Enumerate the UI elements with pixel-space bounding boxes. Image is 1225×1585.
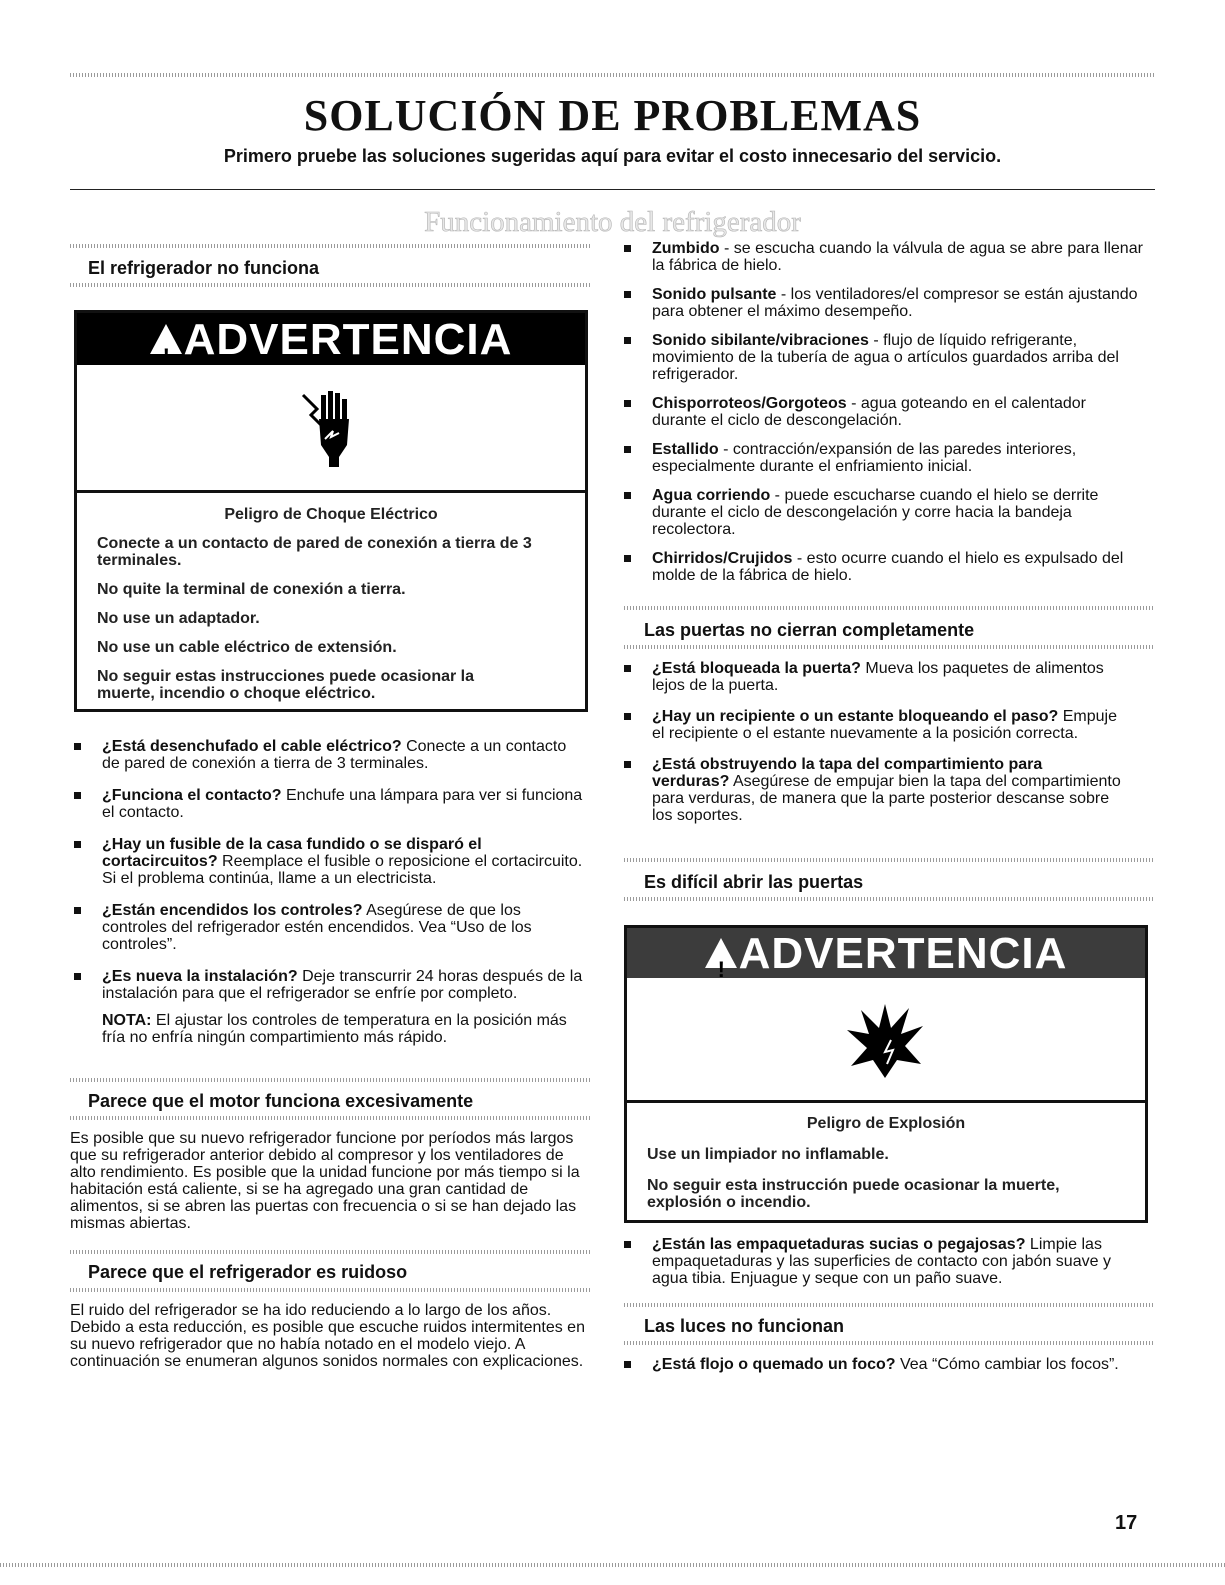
answer: Conecte a un contacto de pared de conexión a tierra de 3 terminales. bbox=[102, 738, 567, 772]
list-item bbox=[624, 660, 1124, 694]
sound-name: Chirridos/Crujidos bbox=[652, 550, 793, 567]
list-item bbox=[624, 441, 1144, 475]
answer: Asegúrese de empujar bien la tapa del compartimiento para verduras, de manera que la parte posterior descanse sobre los soportes. bbox=[652, 773, 1121, 824]
warning-line: No seguir esta instrucción puede ocasionar la muerte, explosión o incendio. bbox=[647, 1177, 1060, 1211]
question: ¿Hay un fusible de la casa fundido o se disparó el cortacircuitos? bbox=[102, 836, 482, 870]
sound-desc: - puede escucharse cuando el hielo se derrite durante el ciclo de descongelación y corre hacia la bandeja recolectora. bbox=[652, 487, 1099, 538]
answer: Vea “Cómo cambiar los focos”. bbox=[895, 1356, 1119, 1373]
divider bbox=[624, 858, 1155, 862]
warning-separator bbox=[627, 1100, 1145, 1103]
answer: Empuje el recipiente o el estante nuevamente a la posición correcta. bbox=[652, 708, 1117, 742]
sound-desc: - flujo de líquido refrigerante, movimiento de la tubería de agua o artículos guardados arriba del refrigerador. bbox=[652, 332, 1119, 383]
page-title: SOLUCIÓN DE PROBLEMAS bbox=[303, 91, 922, 140]
divider bbox=[70, 244, 590, 248]
heading-not-working: El refrigerador no funciona bbox=[88, 258, 320, 278]
sound-name: Sonido pulsante bbox=[652, 286, 777, 303]
top-dotted-rule bbox=[70, 73, 1155, 77]
divider bbox=[70, 1288, 590, 1292]
divider bbox=[624, 645, 1155, 649]
sound-name: Chisporroteos/Gorgoteos bbox=[652, 395, 847, 412]
list-item bbox=[74, 738, 584, 772]
question: ¿Está obstruyendo la tapa del compartimiento para verduras? bbox=[652, 756, 1043, 790]
question: ¿Hay un recipiente o un estante bloqueando el paso? bbox=[652, 708, 1059, 725]
warning-triangle-icon: ! bbox=[705, 938, 737, 968]
electric-shock-icon bbox=[299, 387, 359, 472]
doors-list bbox=[624, 660, 1124, 824]
divider bbox=[70, 1078, 590, 1082]
list-item bbox=[74, 787, 584, 821]
page-subtitle: Primero pruebe las soluciones sugeridas aquí para evitar el costo innecesario del servicio. bbox=[223, 146, 1002, 166]
list-item bbox=[74, 968, 584, 1002]
list-item bbox=[624, 1356, 1124, 1373]
warning-line: No use un adaptador. bbox=[97, 610, 260, 627]
note bbox=[74, 1012, 584, 1046]
warning-triangle-icon: ! bbox=[150, 324, 182, 354]
question: ¿Funciona el contacto? bbox=[102, 787, 282, 804]
shock-icon-area bbox=[77, 365, 585, 490]
bottom-dotted-rule bbox=[0, 1563, 1225, 1567]
header-rule bbox=[70, 189, 1155, 190]
warning-label: ADVERTENCIA bbox=[183, 315, 513, 364]
sound-name: Estallido bbox=[652, 441, 719, 458]
heading-doors-hard: Es difícil abrir las puertas bbox=[644, 872, 864, 892]
warning-text bbox=[627, 1115, 1145, 1211]
warning-band bbox=[627, 928, 1145, 982]
warning-line: No use un cable eléctrico de extensión. bbox=[97, 639, 397, 656]
list-item bbox=[624, 708, 1124, 742]
list-item bbox=[624, 332, 1144, 383]
sounds-list bbox=[624, 240, 1144, 584]
sound-name: Sonido sibilante/vibraciones bbox=[652, 332, 869, 349]
warning-line: No quite la terminal de conexión a tierra. bbox=[97, 581, 406, 598]
left-bullets bbox=[74, 738, 584, 1046]
divider bbox=[624, 897, 1155, 901]
warning-label: ADVERTENCIA bbox=[738, 929, 1068, 978]
list-item bbox=[624, 1236, 1124, 1287]
answer: Asegúrese de que los controles del refrigerador estén encendidos. Vea “Uso de los controles”. bbox=[102, 902, 532, 953]
question: ¿Está desenchufado el cable eléctrico? bbox=[102, 738, 402, 755]
warning-line: No seguir estas instrucciones puede ocasionar la muerte, incendio o choque eléctrico. bbox=[97, 668, 475, 702]
hazard-title: Peligro de Choque Eléctrico bbox=[224, 506, 438, 523]
list-item bbox=[624, 240, 1144, 274]
hazard-title: Peligro de Explosión bbox=[806, 1115, 966, 1132]
warning-separator bbox=[77, 490, 585, 493]
motor-paragraph: Es posible que su nuevo refrigerador funcione por períodos más largos que su refrigerador anterior debido al compresor y los ventiladores de alto rendimiento. Es posible que la unidad funcione por más tiempo si la habitación está caliente, si se ha agregado una gran cantidad de alimentos, si se abren las puertas con frecuencia o si se han dejado las mismas abiertas. bbox=[70, 1130, 580, 1232]
sound-desc: - se escucha cuando la válvula de agua se abre para llenar la fábrica de hielo. bbox=[652, 240, 1143, 274]
heading-doors-close: Las puertas no cierran completamente bbox=[644, 620, 975, 640]
heading-motor: Parece que el motor funciona excesivamente bbox=[88, 1091, 474, 1111]
gaskets-item bbox=[624, 1236, 1124, 1287]
list-item bbox=[624, 395, 1144, 429]
warning-line: Use un limpiador no inflamable. bbox=[647, 1146, 889, 1163]
explosion-warning-box bbox=[624, 925, 1148, 1223]
explosion-icon bbox=[845, 1000, 925, 1080]
question: ¿Está flojo o quemado un foco? bbox=[652, 1356, 896, 1373]
answer: Mueva los paquetes de alimentos lejos de la puerta. bbox=[652, 660, 1104, 694]
answer: Reemplace el fusible o reposicione el cortacircuito. Si el problema continúa, llame a un electricista. bbox=[102, 853, 583, 887]
shock-warning-box bbox=[74, 310, 588, 712]
sound-name: Agua corriendo bbox=[652, 487, 771, 504]
sound-desc: - contracción/expansión de las paredes interiores, especialmente durante el enfriamiento inicial. bbox=[652, 441, 1077, 475]
list-item bbox=[624, 550, 1144, 584]
sound-desc: - esto ocurre cuando el hielo es expulsado del molde de la fábrica de hielo. bbox=[652, 550, 1124, 584]
divider bbox=[624, 1303, 1155, 1307]
list-item bbox=[624, 487, 1144, 538]
warning-band bbox=[77, 313, 585, 369]
divider bbox=[70, 1250, 590, 1254]
lights-item bbox=[624, 1356, 1124, 1373]
warning-text bbox=[77, 506, 585, 702]
noisy-paragraph: El ruido del refrigerador se ha ido reduciendo a lo largo de los años. Debido a esta reducción, es posible que escuche ruidos intermitentes en su nuevo refrigerador que no había notado en el modelo viejo. A continuación se enumeran algunos sonidos normales con explicaciones. bbox=[70, 1302, 585, 1370]
divider bbox=[624, 1341, 1155, 1345]
sound-name: Zumbido bbox=[652, 240, 720, 257]
heading-noisy: Parece que el refrigerador es ruidoso bbox=[88, 1262, 408, 1282]
note-text: El ajustar los controles de temperatura en la posición más fría no enfría ningún compartimiento más rápido. bbox=[102, 1012, 567, 1046]
explosion-icon-area bbox=[627, 978, 1145, 1100]
divider bbox=[70, 283, 590, 287]
warning-line: Conecte a un contacto de pared de conexión a tierra de 3 terminales. bbox=[97, 535, 532, 569]
note-label: NOTA: bbox=[102, 1012, 152, 1029]
answer: Deje transcurrir 24 horas después de la instalación para que el refrigerador se enfríe por completo. bbox=[102, 968, 583, 1002]
heading-lights: Las luces no funcionan bbox=[644, 1316, 845, 1336]
question: ¿Están las empaquetaduras sucias o pegajosas? bbox=[652, 1236, 1026, 1253]
question: ¿Están encendidos los controles? bbox=[102, 902, 363, 919]
sound-desc: - los ventiladores/el compresor se están ajustando para obtener el máximo desempeño. bbox=[652, 286, 1138, 320]
question: ¿Está bloqueada la puerta? bbox=[652, 660, 861, 677]
answer: Enchufe una lámpara para ver si funciona el contacto. bbox=[102, 787, 583, 821]
list-item bbox=[624, 286, 1144, 320]
divider bbox=[624, 606, 1155, 610]
section-title: Funcionamiento del refrigerador bbox=[424, 206, 801, 238]
list-item bbox=[74, 836, 584, 887]
question: ¿Es nueva la instalación? bbox=[102, 968, 298, 985]
sound-desc: - agua goteando en el calentador durante el ciclo de descongelación. bbox=[652, 395, 1086, 429]
page-number: 17 bbox=[1115, 1512, 1138, 1534]
answer: Limpie las empaquetaduras y las superficies de contacto con jabón suave y agua tibia. Enjuague y seque con un paño suave. bbox=[652, 1236, 1111, 1287]
divider bbox=[70, 1116, 590, 1120]
list-item bbox=[74, 902, 584, 953]
list-item bbox=[624, 756, 1124, 824]
